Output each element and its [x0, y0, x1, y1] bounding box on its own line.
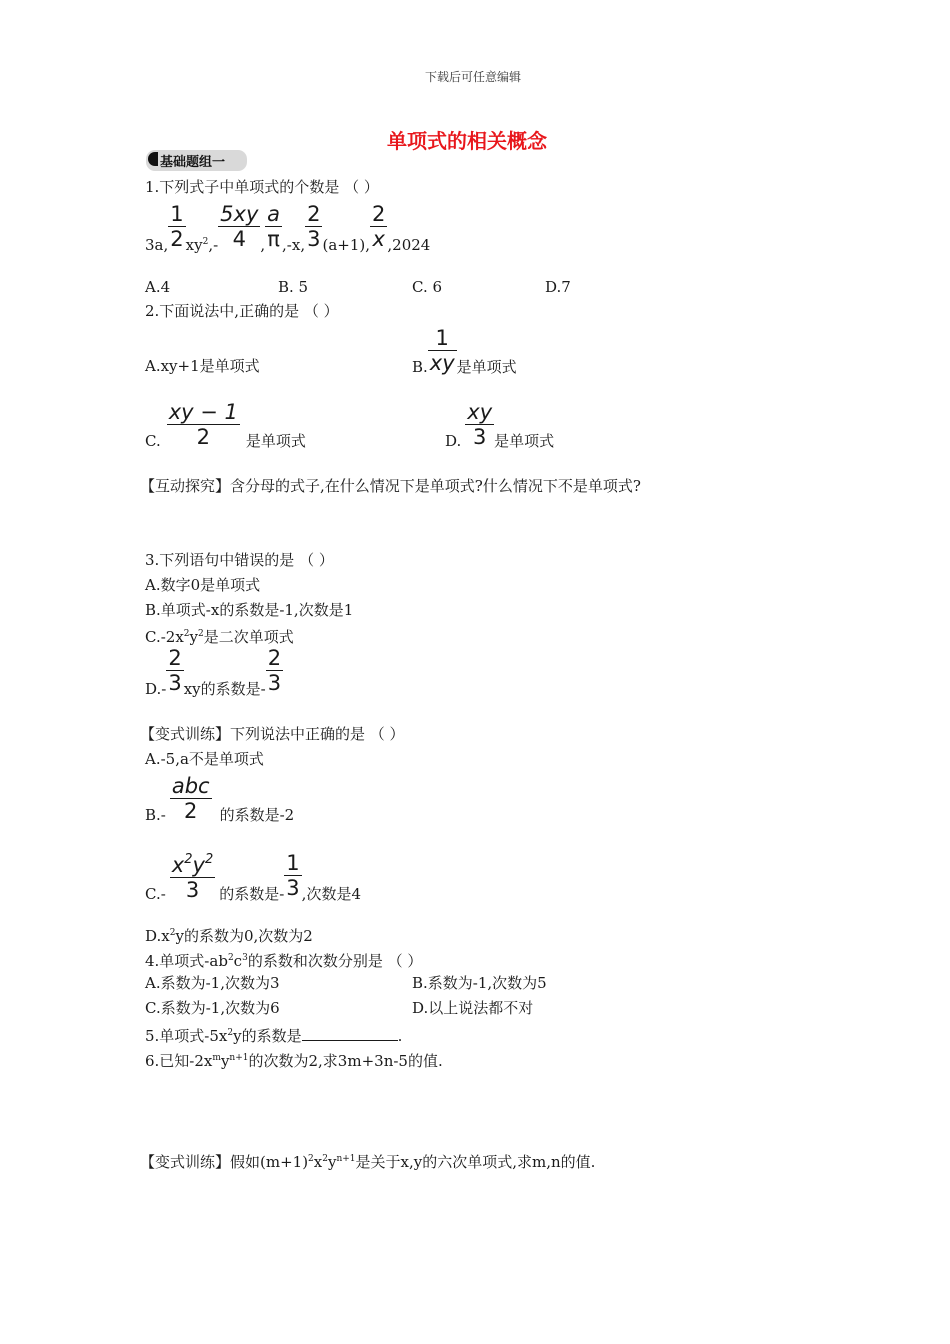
q1-frac-two-thirds [305, 203, 322, 250]
variant1-option-c [145, 845, 361, 903]
q4-option-b: B.系数为-1,次数为5 [412, 974, 547, 992]
q4-option-a: A.系数为-1,次数为3 [145, 974, 280, 992]
q3-option-d-frac2 [266, 647, 283, 694]
fraction-numerator: 2 [267, 646, 282, 670]
q4-stem-sup1: 2 [227, 953, 234, 963]
fraction-denominator: 3 [286, 876, 300, 900]
q4-stem [145, 949, 422, 970]
variant1-option-d-post: y的系数为0,次数为2 [175, 927, 313, 945]
q6-post: 的次数为2,求3m+3n-5的值. [248, 1052, 443, 1070]
variant2-pre: 【变式训练】假如(m+1) [140, 1153, 309, 1171]
q2-option-d-label: D. [445, 432, 462, 450]
fraction-denominator: 3 [185, 878, 200, 902]
q6-text [145, 1049, 443, 1070]
variant2-sup2: 2 [322, 1154, 328, 1164]
section-badge-label: 基础题组一 [160, 155, 226, 170]
section-badge [146, 150, 247, 171]
q1-frac-5xy-4 [218, 203, 260, 250]
q3-option-c-post: 是二次单项式 [203, 628, 294, 646]
q1-frac-a-num: a [267, 202, 281, 226]
fraction-numerator: xy [467, 400, 493, 424]
fraction-denominator: 3 [168, 671, 182, 695]
q5-answer-blank[interactable] [302, 1040, 398, 1041]
q1-frac-5xy-den: 4 [232, 227, 246, 251]
fraction-numerator: 1 [286, 851, 300, 875]
variant1-option-c-num-sup2: 2 [204, 852, 214, 867]
q1-expr-sep2: , [260, 236, 266, 254]
q2-option-b-fraction [428, 327, 457, 374]
page-header-note: 下载后可任意编辑 [425, 70, 522, 84]
q1-frac-half [168, 203, 185, 250]
q4-option-c: C.系数为-1,次数为6 [145, 999, 280, 1017]
q3-option-c-pre: C.-2x [145, 628, 184, 646]
q2-option-b-label: B. [412, 358, 428, 376]
q4-stem-pre: 4.单项式-ab [145, 952, 228, 970]
q5-text [145, 1024, 402, 1045]
q1-frac-2-x [370, 203, 387, 250]
q3-option-c-mid: y [189, 628, 199, 646]
fraction-numerator: xy − 1 [168, 400, 238, 424]
q1-frac-two-thirds-den: 3 [307, 227, 321, 251]
q3-option-c-sup2: 2 [198, 629, 204, 639]
variant1-option-d-pre: D.x [145, 927, 170, 945]
fraction-numerator [170, 849, 215, 876]
variant1-option-c-pre: C.- [145, 885, 166, 903]
fraction-denominator: 2 [196, 425, 210, 449]
q6-mid: y [220, 1052, 230, 1070]
q3-option-c [145, 625, 294, 646]
variant1-option-c-num-sup1: 2 [184, 852, 193, 867]
q1-option-d: D.7 [545, 278, 571, 296]
q6-pre: 6.已知-2x [145, 1052, 213, 1070]
q1-expr-xy: xy [185, 236, 203, 254]
q4-stem-post: 的系数和次数分别是 （ ） [247, 952, 423, 970]
q3-option-d-frac1 [166, 647, 183, 694]
fraction-numerator: abc [171, 774, 210, 798]
q3-stem: 3.下列语句中错误的是 （ ） [145, 551, 334, 569]
fraction-numerator: 1 [435, 326, 449, 350]
q3-option-d-pre: D.- [145, 680, 167, 698]
q3-option-a: A.数字0是单项式 [145, 576, 261, 594]
q3-option-b: B.单项式-x的系数是-1,次数是1 [145, 601, 354, 619]
variant1-stem: 【变式训练】下列说法中正确的是 （ ） [140, 725, 405, 743]
variant1-option-c-fraction [170, 849, 215, 901]
q3-option-d-mid: xy的系数是- [183, 680, 266, 698]
q4-option-d: D.以上说法都不对 [412, 999, 534, 1017]
q2-option-c [145, 396, 306, 450]
variant1-option-a: A.-5,a不是单项式 [145, 750, 264, 768]
q2-option-a: A.xy+1是单项式 [145, 357, 260, 375]
variant1-option-c-num-x: x [171, 853, 185, 877]
q1-frac-half-num: 1 [170, 202, 184, 226]
q1-expr-sep1: ,- [208, 236, 219, 254]
q1-expr-xy2 [186, 233, 209, 254]
q1-frac-half-den: 2 [170, 227, 184, 251]
variant1-option-b-fraction [170, 775, 212, 822]
q1-option-b: B. 5 [278, 278, 309, 296]
variant1-option-c-mid: 的系数是- [219, 885, 285, 903]
fraction-denominator: 3 [267, 671, 282, 695]
variant2-mid2: y [327, 1153, 337, 1171]
variant2-text [140, 1150, 595, 1171]
variant1-option-c-post: ,次数是4 [301, 885, 361, 903]
q2-stem: 2.下面说法中,正确的是 （ ） [145, 302, 339, 320]
q2-option-b-text: 是单项式 [456, 358, 517, 376]
fraction-denominator: xy [429, 351, 455, 375]
q6-sup1: m [212, 1053, 221, 1063]
explore-prompt: 【互动探究】含分母的式子,在什么情况下是单项式?什么情况下不是单项式? [140, 477, 641, 495]
q1-expr-a-plus-1: (a+1), [322, 236, 371, 254]
variant1-option-b-post: 的系数是-2 [219, 806, 295, 824]
q2-option-c-label: C. [145, 432, 161, 450]
q5-sup: 2 [227, 1028, 234, 1038]
q2-option-c-text: 是单项式 [245, 432, 306, 450]
fraction-denominator: 2 [184, 799, 198, 823]
q1-expr-xy-sup: 2 [202, 237, 209, 247]
q6-sup2: n+1 [229, 1053, 249, 1063]
variant1-option-b [145, 770, 294, 824]
variant2-mid1: x [313, 1153, 323, 1171]
q2-option-b [412, 322, 517, 376]
variant1-option-c-frac2 [284, 852, 301, 899]
variant1-option-c-num-y: y [192, 853, 205, 877]
q1-frac-two-thirds-num: 2 [307, 202, 321, 226]
q4-stem-mid: c [233, 952, 243, 970]
q5-pre: 5.单项式-5x [145, 1027, 228, 1045]
q2-option-c-fraction [167, 401, 240, 448]
q5-post: . [397, 1027, 403, 1045]
q1-option-a: A.4 [145, 278, 171, 296]
q1-stem: 1.下列式子中单项式的个数是 （ ） [145, 178, 379, 196]
q1-frac-a-pi [265, 203, 282, 250]
q1-expr-minus-x: ,-x, [282, 236, 306, 254]
q1-frac-a-den: π [267, 227, 280, 251]
variant1-option-d-sup: 2 [169, 928, 176, 938]
q1-frac-5xy-num: 5xy [220, 202, 259, 226]
q1-expr-3a: 3a, [145, 236, 169, 254]
variant2-post: 是关于x,y的六次单项式,求m,n的值. [355, 1153, 596, 1171]
fraction-denominator: 3 [473, 425, 487, 449]
q2-option-d-text: 是单项式 [494, 432, 555, 450]
q2-option-d [445, 396, 554, 450]
variant2-sup3: n+1 [336, 1154, 356, 1164]
q1-frac-2x-den: x [372, 227, 385, 251]
q3-option-c-sup1: 2 [183, 629, 190, 639]
variant2-sup1: 2 [308, 1154, 314, 1164]
q5-mid: y的系数是 [233, 1027, 302, 1045]
page-title: 单项式的相关概念 [387, 129, 547, 153]
q1-expr-2024: ,2024 [387, 236, 431, 254]
q4-stem-sup2: 3 [242, 953, 248, 963]
q2-option-d-fraction [465, 401, 494, 448]
fraction-numerator: 2 [168, 646, 182, 670]
q1-frac-2x-num: 2 [372, 202, 386, 226]
variant1-option-d [145, 924, 313, 945]
q3-option-d [145, 645, 283, 698]
q1-expressions [145, 198, 430, 254]
variant1-option-b-pre: B.- [145, 806, 166, 824]
q1-option-c: C. 6 [412, 278, 443, 296]
